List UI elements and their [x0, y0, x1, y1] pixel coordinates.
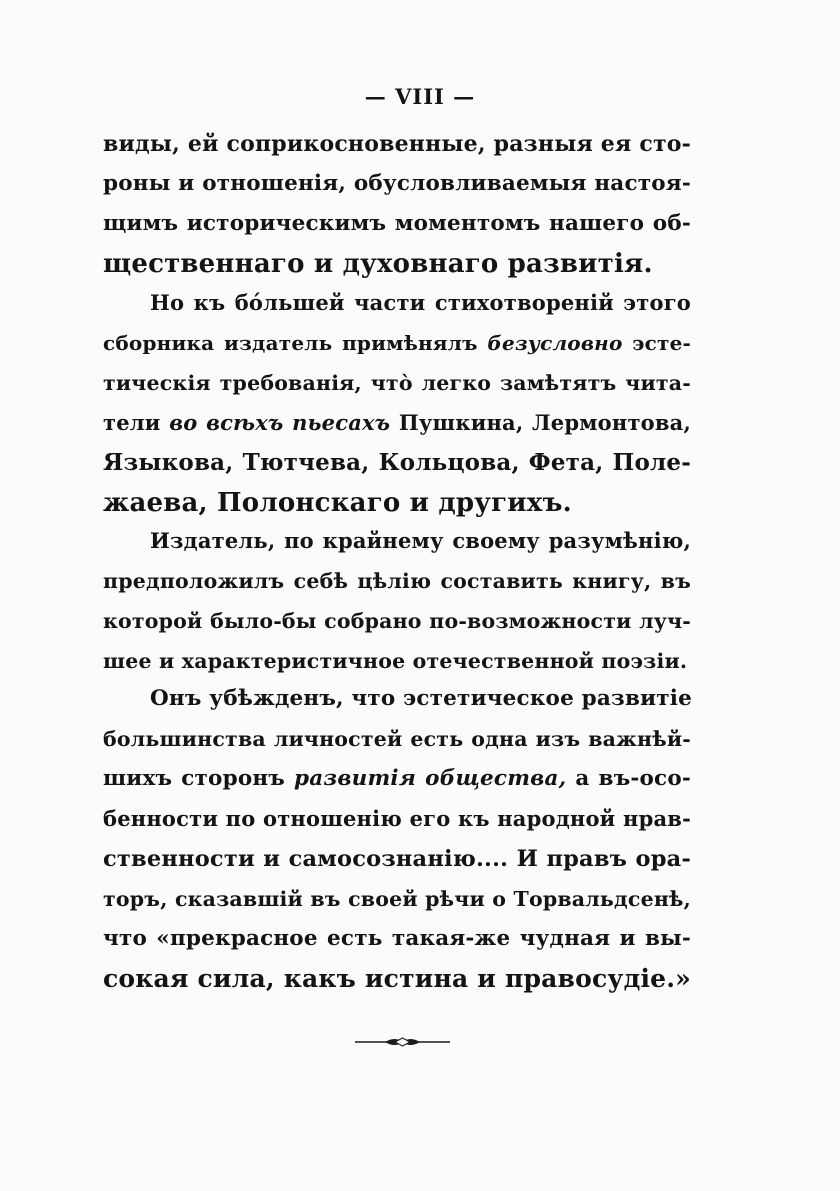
text-run: торъ, сказавшій въ своей рѣчи о Торвальдсенѣ,	[103, 887, 691, 911]
text-run: сборника издатель примѣнялъ	[103, 331, 488, 355]
text-run: ственности и самосознанію.... И правъ ора-	[103, 846, 691, 872]
text-run: большинства личностей есть одна изъ важнѣй-	[103, 727, 691, 751]
text-run: тели	[103, 410, 170, 435]
text-run: щимъ историческимъ моментомъ нашего об-	[103, 211, 691, 236]
italic-run: во всѣхъ пьесахъ	[169, 410, 391, 435]
text-line-22	[103, 959, 691, 999]
text-run: Издатель, по крайнему своему разумѣнію,	[150, 528, 691, 553]
text-run: предположилъ себѣ цѣлію составить книгу, въ	[103, 569, 691, 593]
italic-run: безусловно	[487, 331, 623, 355]
text-line-16	[103, 719, 691, 759]
text-run: шее и характеристичное отечественной поэзіи.	[103, 649, 688, 673]
text-line-11	[150, 521, 691, 561]
text-run: жаева, Полонскаго и другихъ.	[103, 488, 572, 518]
text-run: тическія требованія, что̀ легко замѣтятъ чита-	[103, 371, 691, 395]
italic-run: развитія общества,	[294, 766, 567, 791]
text-line-7	[103, 363, 691, 403]
text-line-8	[103, 403, 691, 443]
page-number-header: — VIII —	[364, 84, 476, 109]
text-line-13	[103, 601, 691, 641]
text-run: бенности по отношенію его къ народной нрав-	[103, 806, 691, 831]
text-line-21	[103, 919, 691, 959]
text-run: Пушкина, Лермонтова,	[390, 410, 691, 435]
text-run: а въ-осо-	[566, 766, 692, 791]
text-run: шихъ сторонъ	[103, 766, 295, 791]
text-run: что «прекрасное есть такая-же чудная и вы-	[103, 926, 691, 951]
text-line-19	[103, 839, 691, 879]
text-run: которой было-бы собрано по-возможности луч-	[103, 609, 691, 633]
text-line-6	[103, 323, 691, 363]
text-line-2	[103, 164, 691, 204]
text-line-3	[103, 204, 691, 244]
text-run: роны и отношенія, обусловливаемыя настоя-	[103, 171, 691, 196]
ornamental-divider-icon	[355, 1035, 450, 1049]
text-run: Онъ убѣжденъ, что эстетическое развитіе	[150, 686, 692, 711]
text-line-15	[150, 679, 691, 719]
text-run: эсте-	[622, 331, 691, 355]
text-line-10	[103, 483, 691, 523]
text-run: Но къ бо́льшей части стихотвореній этого	[150, 290, 691, 315]
text-run: Языкова, Тютчева, Кольцова, Фета, Поле-	[103, 449, 691, 476]
text-line-14	[103, 641, 691, 681]
text-line-4	[103, 244, 691, 284]
text-line-20	[103, 879, 691, 919]
text-line-9	[103, 443, 691, 483]
text-line-17	[103, 759, 691, 799]
text-run: щественнаго и духовнаго развитія.	[103, 249, 653, 279]
text-line-1	[103, 124, 691, 164]
text-line-5	[150, 283, 691, 323]
text-run: виды, ей соприкосновенные, разныя ея сто-	[103, 131, 691, 157]
text-line-12	[103, 561, 691, 601]
text-run: сокая сила, какъ истина и правосудіе.»	[103, 964, 691, 993]
text-line-18	[103, 799, 691, 839]
